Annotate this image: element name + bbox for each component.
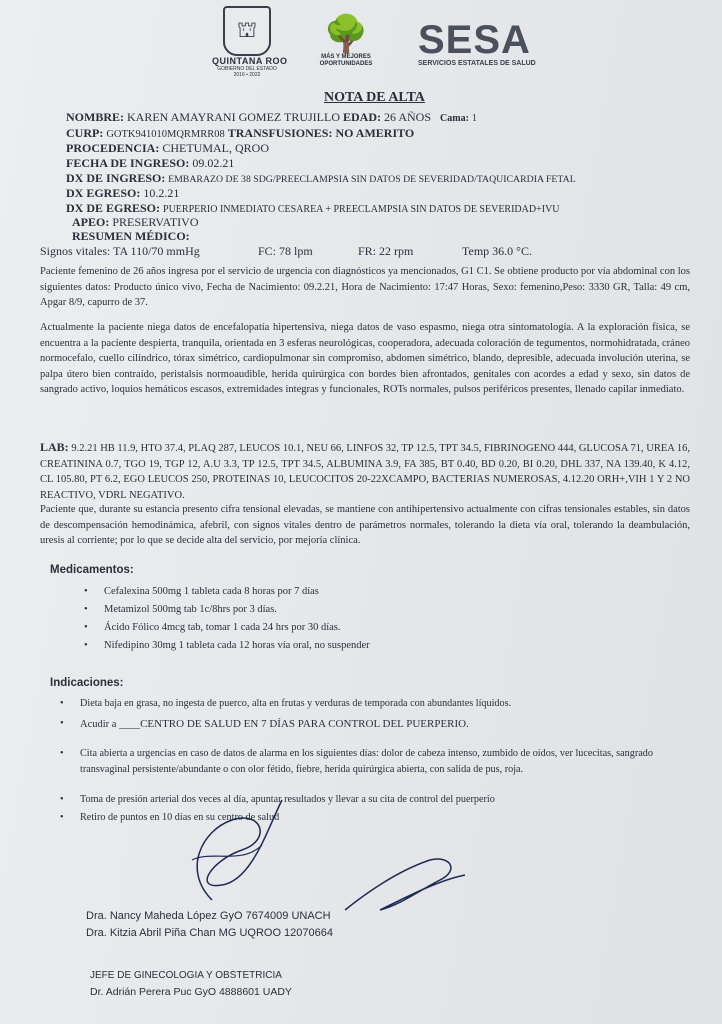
dx-ingreso-label: DX DE INGRESO:	[66, 171, 166, 185]
state-seal-icon: ⛫	[223, 6, 271, 56]
vitals-temp: Temp 36.0 °C.	[462, 244, 532, 258]
ingreso-value: 09.02.21	[192, 156, 235, 170]
paragraph-lab	[40, 440, 690, 503]
qroo-logo-years: 2016 • 2022	[233, 72, 261, 78]
mas-logo-line2: OPORTUNIDADES	[319, 61, 373, 67]
cama-label: Cama:	[440, 113, 469, 124]
jefe-title: JEFE DE GINECOLOGIA Y OBSTETRICIA	[90, 970, 282, 981]
dx-ingreso-line	[66, 171, 576, 186]
sesa-logo	[418, 20, 548, 67]
ingreso-line	[66, 156, 234, 171]
nombre-label: NOMBRE:	[66, 110, 124, 124]
dx-egreso-line	[66, 186, 179, 201]
dx-ingreso-value: EMBARAZO DE 38 SDG/PREECLAMPSIA SIN DATOS DE SEVERIDAD/TAQUICARDIA FETAL	[168, 174, 576, 185]
edad-value: 26 AÑOS	[384, 110, 432, 124]
vitals-fr: FR: 22 rpm	[358, 244, 414, 258]
med-item: • Cefalexina 500mg 1 tableta cada 8 horas por 7 días	[104, 586, 319, 597]
edad-label: EDAD:	[343, 110, 382, 124]
ingreso-label: FECHA DE INGRESO:	[66, 156, 190, 170]
acudir-value: CENTRO DE SALUD EN 7 DÍAS PARA CONTROL DEL PUERPERIO.	[140, 718, 469, 730]
handwritten-signature-2	[340, 850, 470, 920]
medicamentos-label: Medicamentos:	[50, 564, 134, 576]
doctor-3: Dr. Adrián Perera Puc GyO 4888601 UADY	[90, 986, 292, 998]
doctor-2: Dra. Kitzia Abril Piña Chan MG UQROO 12070664	[86, 927, 334, 939]
vitals-fc: FC: 78 lpm	[258, 244, 313, 258]
quintana-roo-logo	[212, 6, 288, 80]
procedencia-value: CHETUMAL, QROO	[162, 141, 270, 155]
dx-egreso-label: DX EGRESO:	[66, 186, 141, 200]
acudir-prefix: Acudir a	[80, 719, 120, 730]
apeo-line	[72, 215, 199, 230]
procedencia-label: PROCEDENCIA:	[66, 141, 160, 155]
dx-de-egreso-line	[66, 201, 560, 216]
paragraph-producto: Paciente femenino de 26 años ingresa por el servicio de urgencia con diagnósticos ya mencionados, G1 C1. Se obtiene producto por vía abdominal con los siguientes datos: Producto único vivo, Fecha de Nacimiento: 09.2.21, Hora de Nacimiento: 17:47 Horas, Sexo: femenino,Peso: 3330 GR, Talla: 49 cm, Apgar 8/9, capurro de 37.	[40, 266, 690, 308]
dx-egreso-value: 10.2.21	[143, 186, 180, 200]
indicacion-dieta: • Dieta baja en grasa, no ingesta de puerco, alta en frutas y verduras de temporada con abundantes líquidos.	[80, 698, 511, 709]
handwritten-signature-1	[172, 790, 292, 910]
nombre-line	[66, 110, 477, 125]
dx-de-egreso-value: PUERPERIO INMEDIATO CESAREA + PREECLAMPSIA SIN DATOS DE SEVERIDAD+IVU	[163, 204, 560, 215]
mas-oportunidades-logo	[310, 14, 382, 68]
curp-line	[66, 126, 414, 141]
qroo-logo-sub: GOBIERNO DEL ESTADO	[217, 66, 277, 72]
vitals-label: Signos vitales:	[40, 244, 111, 258]
cama-value: 1	[471, 113, 477, 124]
curp-value: GOTK941010MQRMRR08	[106, 129, 225, 140]
sesa-logo-name: SESA	[418, 18, 531, 62]
paragraph-evolucion: Paciente que, durante su estancia presento cifra tensional elevadas, se mantiene con antihipertensivo actualmente con cifras tensionales estables, sin datos de descompensación hemodinámica, afebril, con signos vitales dentro de parámetros normales, tolerando la dieta vía oral, tolerando la deambulación, uresis al corriente; por lo que se decide alta del servicio, por mejoría clínica.	[40, 504, 690, 546]
curp-label: CURP:	[66, 126, 104, 140]
sesa-logo-sub: SERVICIOS ESTATALES DE SALUD	[418, 60, 536, 67]
procedencia-line	[66, 141, 269, 156]
indicacion-urgencias: • Cita abierta a urgencias en caso de datos de alarma en los siguientes días: dolor de cabeza intenso, zumbido de oídos, ver lucecitas, sangrado transvaginal persistente/abundante o con olor fétido, fiebre, herida quirúrgica abierta, con salida de pus, roja.	[60, 748, 653, 775]
indicacion-puntos: • Retiro de puntos en 10 días en su centro de salud	[80, 812, 279, 823]
tree-icon: 🌳	[323, 14, 369, 54]
transfusiones-value: NO AMERITO	[335, 126, 415, 140]
nombre-value: KAREN AMAYRANI GOMEZ TRUJILLO	[127, 110, 341, 124]
qroo-logo-name: QUINTANA ROO	[212, 56, 288, 66]
document-title: NOTA DE ALTA	[324, 90, 425, 105]
apeo-value: PRESERVATIVO	[112, 215, 199, 229]
resumen-label: RESUMEN MÉDICO:	[72, 229, 190, 243]
transfusiones-label: TRANSFUSIONES:	[227, 126, 333, 140]
lab-value: 9.2.21 HB 11.9, HTO 37.4, PLAQ 287, LEUCOS 10.1, NEU 66, LINFOS 32, TP 12.5, TPT 34.5, FIBRINOGENO 444, GLUCOSA 71, UREA 16, CREATININA 0.7, TGO 19, TGP 12, A.U 3.3, TP 12.5, TPT 34.5, ALBUMINA 3.9, FA 385, BT 0.40, BD 0.20, BI 0.20, DHL 337, NA 139.40, K 4.12, CL 105.80, PT 6.2, EGO LEUCOS 250, PROTEINAS 10, LEUCOCITOS 20-22XCAMPO, BACTERIAS NUMEROSAS, 4.12.20 ORH+,VIH 1 Y 2 NO REACTIVO, VDRL NEGATIVO.	[40, 443, 690, 501]
doctor-1: Dra. Nancy Maheda López GyO 7674009 UNACH	[86, 910, 331, 922]
med-item: • Nifedipino 30mg 1 tableta cada 12 horas vía oral, no suspender	[104, 640, 370, 651]
indicacion-presion: • Toma de presión arterial dos veces al día, apuntar resultados y llevar a su cita de control del puerperio	[80, 794, 495, 805]
med-item: • Ácido Fólico 4mcg tab, tomar 1 cada 24 hrs por 30 días.	[104, 622, 341, 633]
urgencias-text: Cita abierta a urgencias en caso de datos de alarma en los siguientes días: dolor de cabeza intenso, zumbido de oídos, ver lucecitas, sangrado transvaginal persistente/abundante o con olor fétido, fiebre, herida quirúrgica abierta, con salida de pus, roja.	[80, 748, 653, 775]
vitals-ta: TA 110/70 mmHg	[113, 244, 200, 258]
indicacion-acudir: • Acudir a ____CENTRO DE SALUD EN 7 DÍAS PARA CONTROL DEL PUERPERIO.	[80, 718, 469, 730]
paragraph-exploracion: Actualmente la paciente niega datos de encefalopatía hipertensiva, niega datos de vaso espasmo, niega otra sintomatología. A la exploración física, se encuentra a la paciente despierta, tranquila, orientada en 3 esferas neurológicas, cooperadora, adecuada coloración de tegumentos, normohidratada, cráneo normocefalo, cuello cilíndrico, tórax simétrico, cardiopulmonar sin compromiso, abdomen simétrico, blando, depresible, adecuada involución uterina, se palpa útero bien contraído, peristalsis normoaudible, herida quirúrgica con bordes bien afrontados, genitales con acordes a edad y sexo, sin datos de sangrado activo, loquios hemáticos escasos, extremidades integras y funcionales, ROTs normales, pulsos periféricos presentes, llenado capilar inmediato.	[40, 322, 690, 395]
indicaciones-label: Indicaciones:	[50, 677, 124, 689]
med-item: • Metamizol 500mg tab 1c/8hrs por 3 días.	[104, 604, 277, 615]
dx-de-egreso-label: DX DE EGRESO:	[66, 201, 161, 215]
vitals-line	[40, 244, 200, 259]
mas-logo-line1: MÁS Y MEJORES	[321, 54, 371, 60]
lab-label: LAB:	[40, 440, 69, 454]
apeo-label: APEO:	[72, 215, 110, 229]
